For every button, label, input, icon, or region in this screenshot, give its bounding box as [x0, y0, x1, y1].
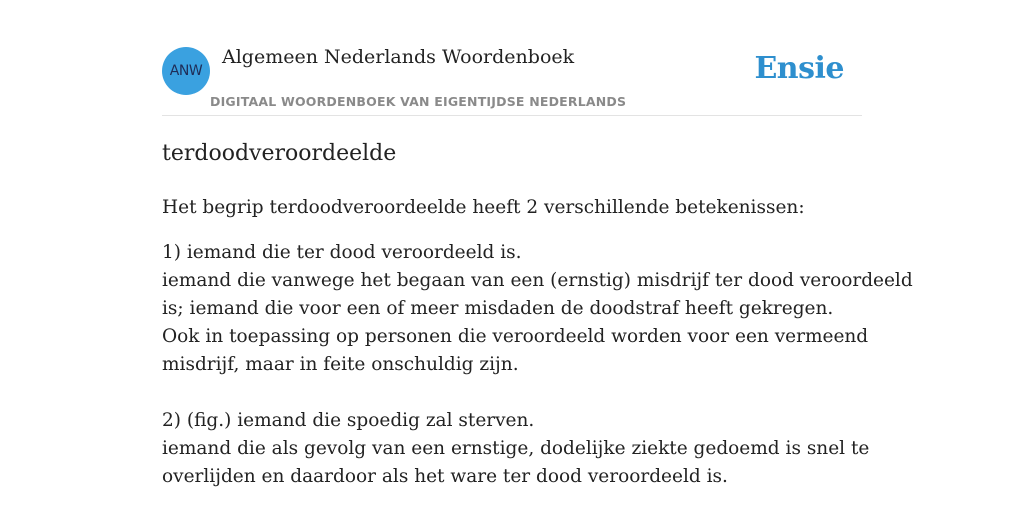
meanings-list — [162, 239, 913, 491]
anw-logo[interactable] — [162, 47, 210, 95]
meaning-line: Ook in toepassing op personen die veroordeeld worden voor een vermeend — [162, 326, 869, 347]
word-title: terdoodveroordeelde — [162, 141, 397, 166]
meaning-line: 2) (fig.) iemand die spoedig zal sterven. — [162, 410, 535, 431]
intro-text: Het begrip terdoodveroordeelde heeft 2 verschillende betekenissen: — [162, 197, 805, 218]
site-header — [162, 0, 862, 116]
meaning-2 — [162, 407, 870, 491]
meaning-line: is; iemand die voor een of meer misdaden de doodstraf heeft gekregen. — [162, 298, 834, 319]
site-subtitle: DIGITAAL WOORDENBOEK VAN EIGENTIJDSE NEDERLANDS — [210, 94, 627, 109]
page — [162, 0, 913, 512]
site-title: Algemeen Nederlands Woordenboek — [222, 46, 575, 68]
meaning-line: iemand die vanwege het begaan van een (ernstig) misdrijf ter dood veroordeeld — [162, 270, 913, 291]
meaning-line: iemand die als gevolg van een ernstige, dodelijke ziekte gedoemd is snel te — [162, 438, 870, 459]
meaning-line: overlijden en daardoor als het ware ter dood veroordeeld is. — [162, 466, 728, 487]
ensie-brand-link[interactable]: Ensie — [754, 51, 844, 86]
anw-logo-text: ANW — [169, 63, 203, 79]
meaning-line: misdrijf, maar in feite onschuldig zijn. — [162, 354, 519, 375]
meaning-1 — [162, 239, 913, 379]
meaning-line: 1) iemand die ter dood veroordeeld is. — [162, 242, 522, 263]
